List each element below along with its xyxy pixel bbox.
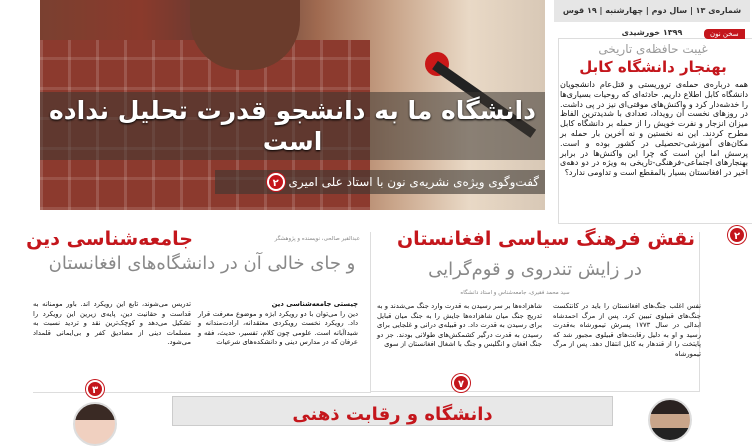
cover-subline-text: گفت‌وگوی ویژه‌ی نشریه‌ی نون با استاد علی امیری (288, 175, 539, 189)
issue-number: شماره‌ی ۱۳ (695, 6, 742, 15)
religion-article-subtitle: و جای خالی آن در دانشگاه‌های افغانستان (48, 253, 356, 274)
bottom-article-title[interactable]: دانشگاه و رقابت ذهنی (292, 404, 493, 425)
author-avatar-left (73, 402, 117, 446)
religion-article-col1 (198, 300, 358, 348)
editorial-page-badge[interactable]: ۲ (728, 226, 746, 244)
cover-subline (215, 170, 545, 194)
culture-article-byline: سید محمد فقیری، جامعه‌شناس و استاد دانشگاه (460, 290, 570, 296)
issue-info: شماره‌ی ۱۳ | سال دوم | چهارشنبه | ۱۹ قوس ۱۳۹۹ خورشیدی (554, 0, 750, 22)
religion-col1-heading: چیستی جامعه‌شناسی دین (271, 300, 358, 308)
cover-headline[interactable]: دانشگاه ما به دانشجو قدرت تحلیل نداده است (49, 96, 536, 156)
culture-article-col1: نفس اغلب جنگ‌های افغانستان را باید در کانتکست جنگ‌های قبیلوی تبیین کرد. پس از مرگ احمدشاه ابدالی در سال ۱۷۷۳ پسرش تیمورشاه به‌قدرت رسید و او به دلیل رقابت‌های قبیلوی مجبور شد که پایتخت را از قندهار به کابل انتقال دهد. پس از مرگ تیمورشاه (553, 302, 701, 358)
editorial-tag: سخن نون (704, 29, 745, 39)
religion-page-badge[interactable]: ۳ (86, 380, 104, 398)
author-avatar-right (648, 398, 692, 442)
editorial-body: همه درباره‌ی حمله‌ی تروریستی و قتل‌عام دانشجویان دانشگاه کابل اطلاع داریم. حادثه‌ای که روحیات بسیاری‌ها را خدشه‌دار کرد و واکنش‌های موقتی‌ای نیز در پی داشت. در روزهای نخست آن رویداد، تعدادی با شدیدترین الفاظ میزان انزجار و نفرت خویش را از حمله بر دانشگاه کابل مطرح کردند. این نه نخستین و نه آخرین بار حمله بر مکان‌های آموزشی-تحصیلی در کشور بوده و است. پرسش اما این است که چرا این واکنش‌ها در برابر بهنجارهای اجتماعی-فرهنگی-تاریخی به ویژه در دو دهه‌ی اخیر در افغانستان بسیار بالمقطع است و تداومی ندارد؟ (560, 80, 748, 178)
religion-col1-text: دین را می‌توان با دو رویکرد ابژه و موضوع معرفت قرار داد. رویکرد نخست رویکردی معتقدانه، ارادت‌مندانه و شیداآبانه است. علومی چون کلام، تفسیر، حدیث، فقه و عرفان که در مدارس دینی و دانشکده‌های شرعیات (198, 309, 358, 346)
religion-article-title[interactable]: جامعه‌شناسی دین (26, 228, 193, 250)
page-number-badge[interactable]: ۲ (267, 173, 285, 191)
issue-date: چهارشنبه | ۱۹ قوس ۱۳۹۹ خورشیدی (562, 6, 683, 37)
editorial-supertitle: غیبت حافظه‌ی تاریخی (598, 42, 708, 56)
issue-year: سال دوم (651, 6, 688, 15)
culture-article-subtitle: در زایش تندروی و قوم‌گرایی (428, 259, 642, 280)
religion-article-col2: تدریس می‌شوند، تابع این رویکرد اند. باور مومنانه به قداست و حقانیت دین، پایه‌ی زیرین این رویکرد را تشکیل می‌دهد و کوچک‌ترین نقد و تردید نسبت به مسلمات دینی از مصادیق کفر و بی‌ایمانی قلمداد می‌شود. (33, 300, 191, 346)
editorial-title[interactable]: بهنجار دانشگاه کابل (579, 58, 727, 76)
culture-page-badge[interactable]: ۷ (452, 374, 470, 392)
culture-article-title[interactable]: نقش فرهنگ سیاسی افغانستان (396, 228, 695, 250)
culture-article-col2: شاهزاده‌ها بر سر رسیدن به قدرت وارد جنگ می‌شدند و به تدریج جنگ میان شاهزاده‌ها جایش را به جنگ میان قبایل برای رسیدن به قدرت داد. دو قبیله‌ی درانی و غلجایی برای رسیدن به قدرت درگیر کشمکش‌های طولانی بودند. جز دو جنگ افغان و انگلیس و جنگ با اشغال افغانستان از سوی (377, 302, 542, 348)
religion-article-byline: عبدالقیر صالحی، نویسنده و پژوهشگر (274, 236, 360, 242)
